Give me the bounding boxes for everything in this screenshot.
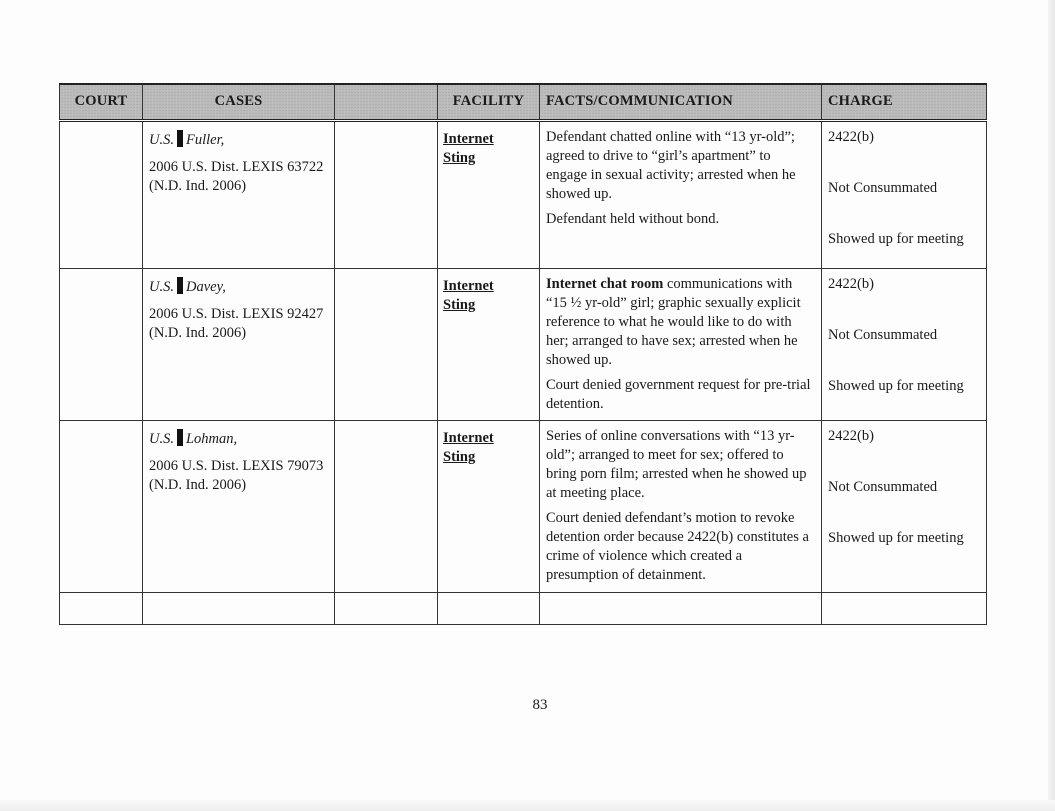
- facts-paragraph: Series of online conversations with “13 yr-old”; arranged to meet for sex; offered to bring porn film; arrested when he showed up at meeting place.: [546, 427, 807, 501]
- facts-cell: [540, 120, 822, 268]
- table-row: [60, 420, 987, 592]
- charge-cell: [822, 268, 987, 420]
- case-cell: [143, 120, 335, 268]
- case-name: U.S. Lohman,: [149, 430, 238, 447]
- facts-outcome: Court denied defendant’s motion to revoke detention order because 2422(b) constitutes a crime of violence which created a presumption of detainment.: [546, 509, 809, 583]
- charge-note: Showed up for meeting: [828, 529, 964, 546]
- redaction-bar: [177, 429, 183, 446]
- charge-code: 2422(b): [828, 427, 874, 444]
- facts-cell: [540, 420, 822, 592]
- charge-header: CHARGE: [822, 84, 987, 120]
- charge-code: 2422(b): [828, 128, 874, 145]
- blank-header: [335, 84, 438, 120]
- page-number: 83: [532, 697, 548, 713]
- case-cell: [143, 420, 335, 592]
- charge-cell: [822, 420, 987, 592]
- facts-outcome: Defendant held without bond.: [546, 210, 720, 227]
- facility-cell: [438, 120, 540, 268]
- blank-cell: [822, 592, 987, 624]
- cases-header: CASES: [143, 84, 335, 120]
- charge-note: Showed up for meeting: [828, 230, 964, 247]
- charge-status: Not Consummated: [828, 326, 938, 343]
- page-edge-shadow: [1048, 0, 1055, 811]
- case-citation: 2006 U.S. Dist. LEXIS 92427 (N.D. Ind. 2006): [149, 305, 324, 341]
- facts-paragraph: Internet chat room communications with “15 ½ yr-old” girl; graphic sexually explicit reference to what he would like to do with her; arranged to have sex; arrested when he showed up.: [546, 275, 801, 368]
- court-cell: [60, 268, 143, 420]
- facts-paragraph: Defendant chatted online with “13 yr-old”; agreed to drive to “girl’s apartment” to engage in sexual activity; arrested when he showed up.: [546, 128, 796, 202]
- redaction-bar: [177, 277, 183, 294]
- facility-type: Internet Sting: [443, 130, 494, 166]
- blank-cell: [540, 592, 822, 624]
- facility-type: Internet Sting: [443, 429, 494, 465]
- header-row: [60, 84, 987, 120]
- case-name: U.S. Fuller,: [149, 131, 225, 148]
- charge-note: Showed up for meeting: [828, 377, 964, 394]
- facility-cell: [438, 420, 540, 592]
- blank-cell: [60, 592, 143, 624]
- facility-header: FACILITY: [438, 84, 540, 120]
- charge-status: Not Consummated: [828, 179, 938, 196]
- case-citation: 2006 U.S. Dist. LEXIS 79073 (N.D. Ind. 2006): [149, 457, 324, 493]
- blank-cell: [143, 592, 335, 624]
- case-name: U.S. Davey,: [149, 278, 226, 295]
- empty-row: [60, 592, 987, 624]
- redaction-bar: [177, 130, 183, 147]
- charge-code: 2422(b): [828, 275, 874, 292]
- table-row: [60, 120, 987, 268]
- facility-type: Internet Sting: [443, 277, 494, 313]
- facility-cell: [438, 268, 540, 420]
- case-cell: [143, 268, 335, 420]
- court-header: COURT: [60, 84, 143, 120]
- blank-cell: [335, 592, 438, 624]
- facts-cell: [540, 268, 822, 420]
- blank-cell: [335, 268, 438, 420]
- facts-outcome: Court denied government request for pre-trial detention.: [546, 376, 811, 412]
- cases-table: [59, 83, 987, 625]
- page-bottom-shadow: [0, 800, 1055, 811]
- facts-header: FACTS/COMMUNICATION: [540, 84, 822, 120]
- charge-status: Not Consummated: [828, 478, 938, 495]
- blank-cell: [335, 420, 438, 592]
- charge-cell: [822, 120, 987, 268]
- table-row: [60, 268, 987, 420]
- court-cell: [60, 120, 143, 268]
- blank-cell: [438, 592, 540, 624]
- case-citation: 2006 U.S. Dist. LEXIS 63722 (N.D. Ind. 2006): [149, 158, 324, 194]
- court-cell: [60, 420, 143, 592]
- blank-cell: [335, 120, 438, 268]
